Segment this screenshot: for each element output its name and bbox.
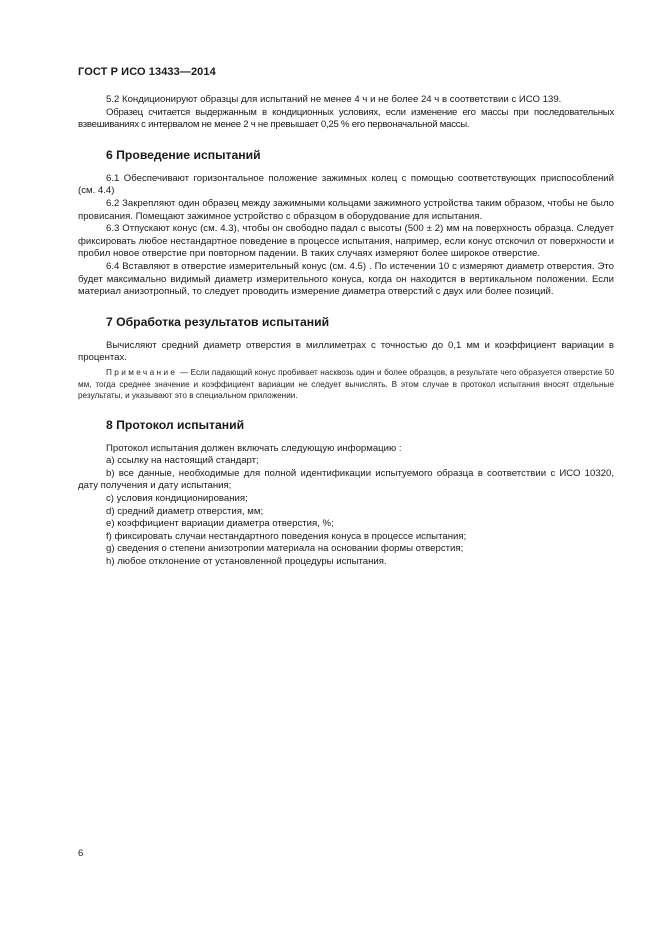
paragraph-6-1: 6.1 Обеспечивают горизонтальное положение зажимных колец с помощью соответствующих приспособлений (см. 4.4) — [78, 172, 614, 197]
paragraph-6-2: 6.2 Закрепляют один образец между зажимными кольцами зажимного устройства таким образом, чтобы не было провисания. Помещают зажимное устройство с образцом в оборудование для испытания. — [78, 197, 614, 222]
paragraph-7-1: Вычисляют средний диаметр отверстия в миллиметрах с точностью до 0,1 мм и коэффициент вариации в процентах. — [78, 339, 614, 364]
list-item-b: b) все данные, необходимые для полной идентификации испытуемого образца в соответствии с ИСО 10320, дату получения и дату испытания; — [78, 467, 614, 492]
list-item-d: d) средний диаметр отверстия, мм; — [106, 505, 264, 517]
document-body — [78, 94, 614, 569]
list-item-g: g) сведения о степени анизотропии материала на основании формы отверстия; — [106, 543, 464, 555]
list-item-a: a) ссылку на настоящий стандарт; — [106, 455, 259, 467]
section-8-title: 8 Протокол испытаний — [106, 417, 245, 432]
note — [78, 367, 614, 402]
section-7-title: 7 Обработка результатов испытаний — [106, 314, 330, 329]
document-header: ГОСТ Р ИСО 13433—2014 — [78, 66, 216, 78]
note-label: Примечание — [106, 367, 178, 377]
list-item-e: e) коэффициент вариации диаметра отверстия, %; — [106, 518, 334, 530]
section-6-title: 6 Проведение испытаний — [106, 147, 261, 162]
list-item-f: f) фиксировать случаи нестандартного поведения конуса в процессе испытания; — [106, 530, 467, 542]
paragraph-5-2-conditioning: Образец считается выдержанным в кондиционных условиях, если изменение его массы при последовательных взвешиваниях с интервалом не менее 2 ч не превышает 0,25 % его первоначальной массы. — [78, 106, 614, 131]
paragraph-6-3: 6.3 Отпускают конус (см. 4.3), чтобы он свободно падал с высоты (500 ± 2) мм на поверхность образца. Следует фиксировать любое нестандартное поведение в процессе испытания, например, если конус отскочил от поверхности и пробил новое отверстие при повторном падении. В таких случаях измеряют более широкое отверстие. — [78, 223, 614, 260]
report-intro: Протокол испытания должен включать следующую информацию : — [106, 442, 402, 454]
list-item-c: c) условия кондиционирования; — [106, 493, 248, 505]
list-item-h: h) любое отклонение от установленной процедуры испытания. — [106, 556, 387, 568]
paragraph-6-4: 6.4 Вставляют в отверстие измерительный конус (см. 4.5) . По истечении 10 с измеряют диаметр отверстия. Это будет максимально видимый диаметр измерительного конуса, когда он находится в вертикальном положении. Если материал анизотропный, то следует проводить измерение диаметра отверстий с двух или более позиций. — [78, 260, 614, 298]
paragraph-5-2: 5.2 Кондиционируют образцы для испытаний не менее 4 ч и не более 24 ч в соответствии с ИСО 139. — [106, 94, 562, 105]
page-number: 6 — [78, 848, 84, 859]
note-text: — Если падающий конус пробивает насквозь один и более образцов, в результате чего образуется отверстие 50 мм, тогда среднее значение и коэффициент вариации не следует вычислять. В этом случае в протокол испытания вносят отдельные результаты, и указывают это в специальном приложении. — [78, 367, 614, 401]
